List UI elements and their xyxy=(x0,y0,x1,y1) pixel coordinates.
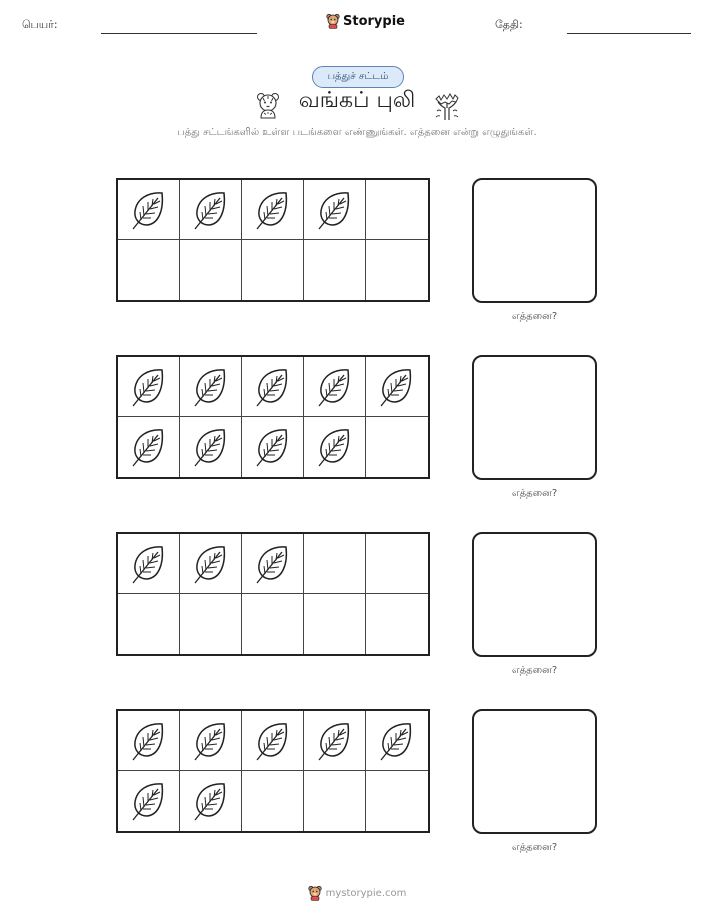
frame-cell xyxy=(366,534,428,594)
date-line[interactable] xyxy=(567,33,691,34)
frame-cell xyxy=(242,180,304,240)
leaf-icon xyxy=(129,720,169,762)
frame-cell xyxy=(366,180,428,240)
frame-cell xyxy=(242,711,304,771)
brand-logo xyxy=(326,13,405,29)
frame-cell xyxy=(118,771,180,831)
leaf-icon xyxy=(253,543,293,585)
bear-mascot-icon xyxy=(326,13,340,29)
frame-cell xyxy=(180,417,242,477)
frame-cell xyxy=(242,771,304,831)
ten-frame-3 xyxy=(116,532,430,656)
leaf-icon xyxy=(129,366,169,408)
ten-frame-1 xyxy=(116,178,430,302)
frame-cell xyxy=(242,594,304,654)
frame-cell xyxy=(366,711,428,771)
leaf-icon xyxy=(129,426,169,468)
frame-cell xyxy=(118,711,180,771)
frame-cell xyxy=(304,534,366,594)
answer-box-3[interactable] xyxy=(472,532,597,657)
leaf-icon xyxy=(129,543,169,585)
frame-cell xyxy=(118,534,180,594)
frame-cell xyxy=(242,357,304,417)
leaf-icon xyxy=(315,366,355,408)
frame-cell xyxy=(304,417,366,477)
leaf-icon xyxy=(253,426,293,468)
worksheet-badge: பத்துச் சட்டம் xyxy=(312,66,404,88)
frame-cell xyxy=(366,594,428,654)
leaf-icon xyxy=(315,426,355,468)
tree-icon xyxy=(432,91,462,121)
frame-cell xyxy=(118,357,180,417)
frame-cell xyxy=(304,711,366,771)
leaf-icon xyxy=(253,189,293,231)
frame-cell xyxy=(304,771,366,831)
answer-box-1[interactable] xyxy=(472,178,597,303)
frame-cell xyxy=(180,357,242,417)
date-label: தேதி: xyxy=(495,18,523,31)
frame-cell xyxy=(242,417,304,477)
footer-url[interactable]: mystorypie.com xyxy=(325,887,407,899)
answer-label-2: எத்தனை? xyxy=(511,488,558,499)
ten-frame-4 xyxy=(116,709,430,833)
frame-cell xyxy=(304,240,366,300)
answer-box-2[interactable] xyxy=(472,355,597,480)
frame-cell xyxy=(180,180,242,240)
frame-cell xyxy=(180,711,242,771)
answer-label-1: எத்தனை? xyxy=(511,311,558,322)
frame-cell xyxy=(366,771,428,831)
frame-cell xyxy=(118,180,180,240)
leaf-icon xyxy=(377,720,417,762)
worksheet-title: வங்கப் புலி xyxy=(298,88,416,113)
name-label: பெயர்: xyxy=(22,18,58,31)
frame-cell xyxy=(304,180,366,240)
frame-cell xyxy=(180,594,242,654)
footer xyxy=(0,885,714,901)
instructions: பத்து சட்டங்களில் உள்ள படங்களை எண்ணுங்கள். எத்தனை என்று எழுதுங்கள். xyxy=(177,127,537,138)
answer-box-4[interactable] xyxy=(472,709,597,834)
leaf-icon xyxy=(191,189,231,231)
leaf-icon xyxy=(315,720,355,762)
frame-cell xyxy=(242,240,304,300)
frame-cell xyxy=(118,594,180,654)
frame-cell xyxy=(304,594,366,654)
leaf-icon xyxy=(315,189,355,231)
frame-cell xyxy=(366,240,428,300)
leaf-icon xyxy=(129,780,169,822)
name-line[interactable] xyxy=(101,33,257,34)
bear-mascot-icon xyxy=(308,885,322,901)
leaf-icon xyxy=(191,426,231,468)
leaf-icon xyxy=(191,543,231,585)
frame-cell xyxy=(180,534,242,594)
brand-name: Storypie xyxy=(343,13,405,29)
frame-cell xyxy=(304,357,366,417)
answer-label-4: எத்தனை? xyxy=(511,842,558,853)
leaf-icon xyxy=(191,366,231,408)
frame-cell xyxy=(118,417,180,477)
leaf-icon xyxy=(191,780,231,822)
frame-cell xyxy=(366,357,428,417)
frame-cell xyxy=(180,771,242,831)
frame-cell xyxy=(242,534,304,594)
leaf-icon xyxy=(253,366,293,408)
ten-frame-2 xyxy=(116,355,430,479)
leaf-icon xyxy=(377,366,417,408)
frame-cell xyxy=(366,417,428,477)
frame-cell xyxy=(180,240,242,300)
answer-label-3: எத்தனை? xyxy=(511,665,558,676)
frame-cell xyxy=(118,240,180,300)
leaf-icon xyxy=(129,189,169,231)
leaf-icon xyxy=(253,720,293,762)
leaf-icon xyxy=(191,720,231,762)
